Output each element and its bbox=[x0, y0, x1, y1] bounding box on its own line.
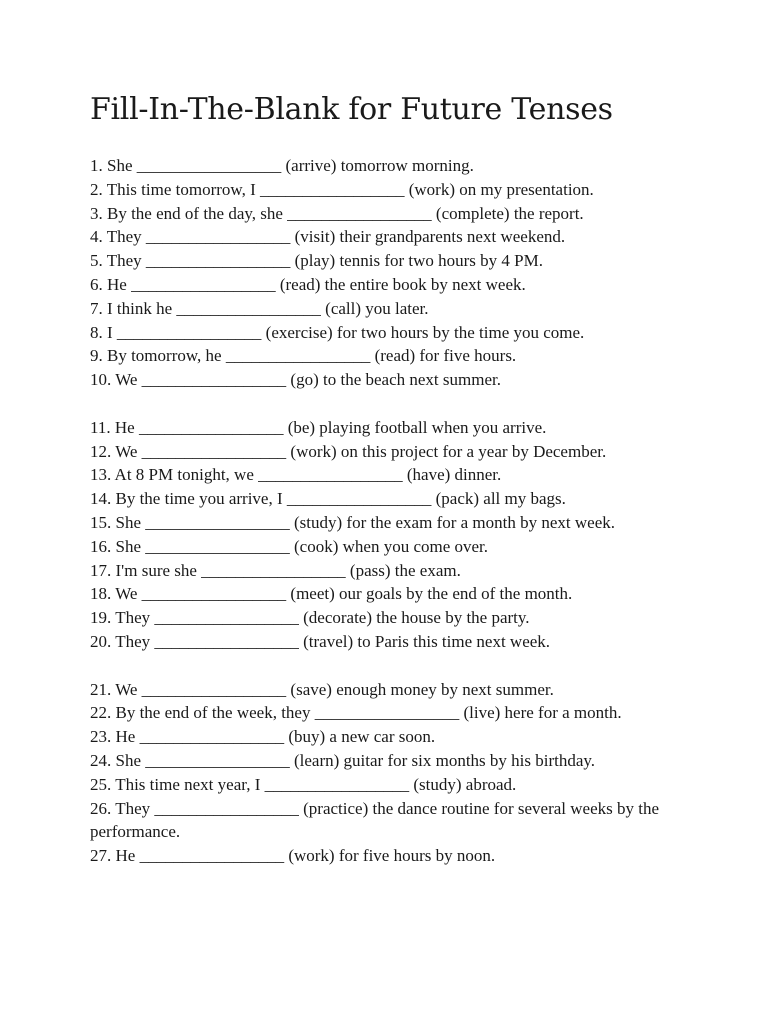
question-list bbox=[90, 154, 700, 868]
question-group-3 bbox=[90, 678, 700, 868]
question-21: 21. We _________________ (save) enough money by next summer. bbox=[90, 679, 554, 699]
question-15: 15. She _________________ (study) for the exam for a month by next week. bbox=[90, 512, 616, 532]
question-19: 19. They _________________ (decorate) the house by the party. bbox=[90, 608, 530, 628]
question-13: 13. At 8 PM tonight, we _________________ (have) dinner. bbox=[90, 465, 502, 485]
question-5: 5. They _________________ (play) tennis for two hours by 4 PM. bbox=[90, 251, 543, 271]
question-12: 12. We _________________ (work) on this project for a year by December. bbox=[90, 441, 607, 461]
question-4: 4. They _________________ (visit) their grandparents next weekend. bbox=[90, 227, 566, 247]
question-17: 17. I'm sure she _________________ (pass) the exam. bbox=[90, 560, 461, 580]
question-9: 9. By tomorrow, he _________________ (read) for five hours. bbox=[90, 346, 517, 366]
question-3: 3. By the end of the day, she _________________ (complete) the report. bbox=[90, 203, 584, 223]
question-23: 23. He _________________ (buy) a new car soon. bbox=[90, 727, 436, 747]
question-20: 20. They _________________ (travel) to Paris this time next week. bbox=[90, 631, 551, 651]
question-1: 1. She _________________ (arrive) tomorrow morning. bbox=[90, 156, 474, 175]
question-11: 11. He _________________ (be) playing football when you arrive. bbox=[90, 417, 547, 437]
question-2: 2. This time tomorrow, I _________________ (work) on my presentation. bbox=[90, 179, 594, 199]
question-25: 25. This time next year, I _________________ (study) abroad. bbox=[90, 774, 517, 794]
question-8: 8. I _________________ (exercise) for two hours by the time you come. bbox=[90, 322, 585, 342]
question-16: 16. She _________________ (cook) when you come over. bbox=[90, 536, 489, 556]
question-27: 27. He _________________ (work) for five hours by noon. bbox=[90, 846, 496, 866]
question-group-1 bbox=[90, 154, 700, 392]
question-18: 18. We _________________ (meet) our goals by the end of the month. bbox=[90, 584, 573, 604]
question-26: 26. They _________________ (practice) the dance routine for several weeks by the performance. bbox=[90, 798, 660, 842]
worksheet-title: Fill-In-The-Blank for Future Tenses bbox=[90, 92, 613, 127]
question-6: 6. He _________________ (read) the entire book by next week. bbox=[90, 274, 526, 294]
question-22: 22. By the end of the week, they _________________ (live) here for a month. bbox=[90, 703, 622, 723]
question-7: 7. I think he _________________ (call) you later. bbox=[90, 298, 429, 318]
question-24: 24. She _________________ (learn) guitar for six months by his birthday. bbox=[90, 750, 596, 770]
question-group-2 bbox=[90, 416, 700, 654]
question-14: 14. By the time you arrive, I _________________ (pack) all my bags. bbox=[90, 489, 566, 509]
question-10: 10. We _________________ (go) to the beach next summer. bbox=[90, 370, 501, 390]
